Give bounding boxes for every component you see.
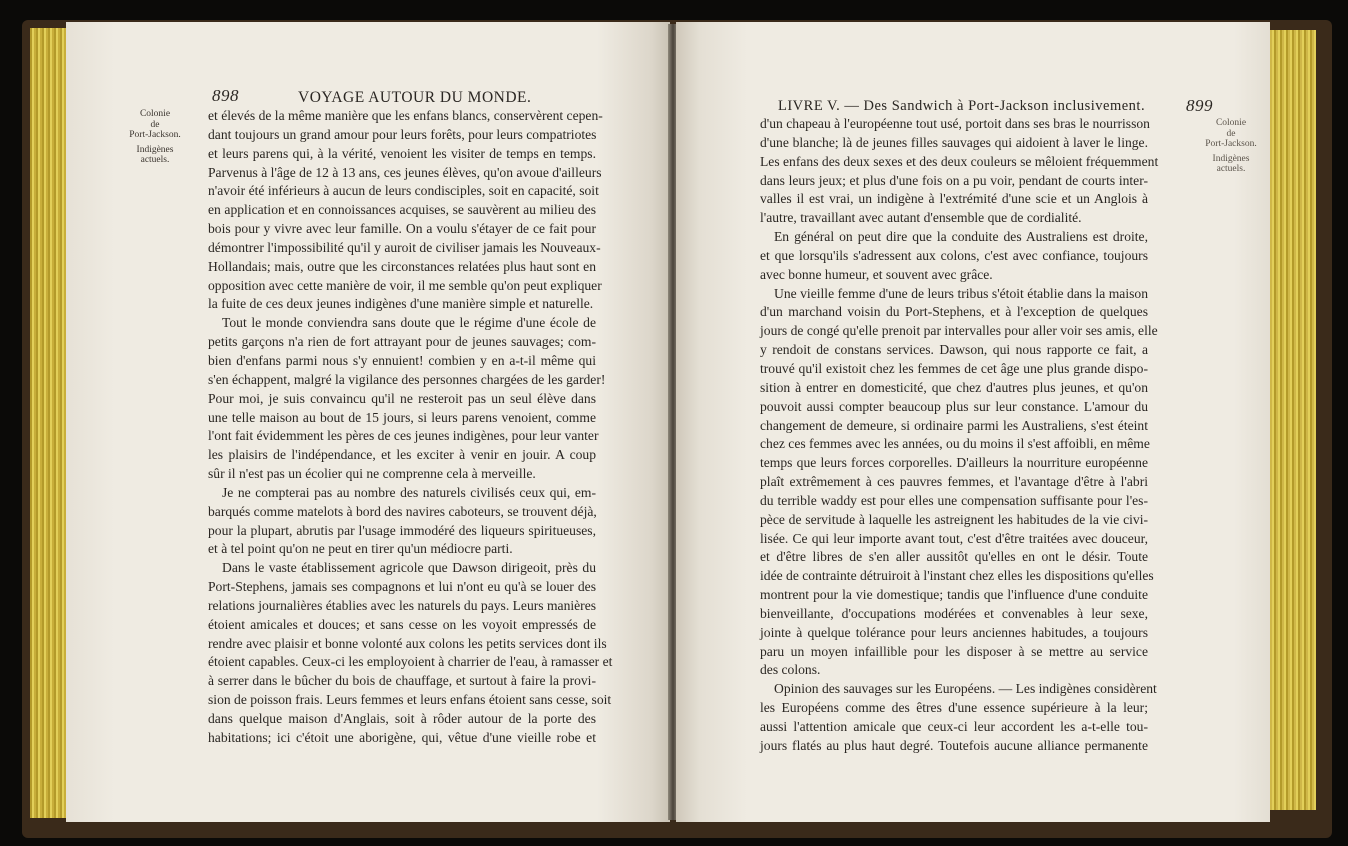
text-line: et élevés de la même manière que les enfans blancs, conservèrent cepen- — [208, 108, 603, 123]
text-line: une telle maison au bout de 15 jours, si leurs parens venoient, comme — [208, 409, 596, 425]
text-line: avec bonne humeur, et souvent avec grâce. — [760, 266, 993, 282]
text-line: dans quelque maison d'Anglais, soit à rôder autour de la porte des — [208, 711, 596, 726]
text-line: et que lorsqu'ils s'adressent aux colons, c'est avec confiance, toujours — [760, 247, 1148, 263]
text-line: Les enfans des deux sexes et des deux couleurs se mêloient fréquemment — [760, 153, 1159, 169]
running-head-left: VOYAGE AUTOUR DU MONDE. — [298, 89, 532, 106]
text-line: d'un marchand voisin du Port-Stephens, et à l'exception de quelques — [760, 304, 1148, 320]
text-line: trouvé qu'il existoit chez les femmes de cet âge une plus grande dispo- — [760, 360, 1148, 376]
text-line: Hollandais; mais, outre que les circonstances relatées plus haut sont en — [208, 258, 596, 274]
margin-note-line: Colonie — [1215, 118, 1247, 128]
text-line: valles il est vrai, un indigène à l'extrémité d'une scie et un Anglois à — [760, 191, 1148, 207]
text-line: étoient capables. Ceux-ci les employoient à charrier de l'eau, à ramasser et — [208, 654, 613, 670]
text-line: plaît extrêmement à ces pauvres femmes, et l'avantage d'être à l'abri — [760, 474, 1148, 490]
running-head-right: LIVRE V. — Des Sandwich à Port-Jackson inclusivement. — [778, 98, 1146, 114]
text-line: habitations; ici c'étoit une aborigène, qui, vêtue d'une vieille robe et — [208, 729, 596, 745]
margin-note-line: Indigènes — [1212, 153, 1250, 164]
text-line: Pour moi, je suis convaincu qu'il ne resteroit pas un seul élève dans — [208, 390, 596, 406]
margin-note-line: de — [1226, 128, 1236, 139]
margin-note-line: Colonie — [139, 109, 171, 119]
margin-note-right — [1200, 118, 1262, 175]
text-line: n'avoir été inférieurs à aucun de leurs condisciples, soit en capacité, soit — [208, 183, 599, 199]
text-line: des colons. — [760, 662, 821, 678]
text-line: sûr il n'est pas un écolier qui ne comprenne cela à merveille. — [208, 466, 536, 482]
text-line: pouvoit aussi compter beaucoup plus sur leur constance. L'amour du — [760, 398, 1148, 414]
text-line: du terrible waddy est pour elles une compensation suffisante pour l'es- — [760, 492, 1148, 508]
text-line: jours de congé qu'elle prenoit par intervalles pour aller voir ses amis, elle — [760, 323, 1158, 339]
margin-note-line: actuels. — [1216, 164, 1246, 174]
text-line: Tout le monde conviendra sans doute que le régime d'une école de — [222, 315, 596, 331]
text-line: lisée. Ce qui leur importe avant tout, c'est d'être traitées avec douceur, — [760, 530, 1148, 546]
text-line: En général on peut dire que la conduite des Australiens est droite, — [774, 229, 1148, 245]
margin-note-line: Port-Jackson. — [1205, 139, 1257, 149]
text-line: Port-Stephens, jamais ses compagnons et lui n'ont eu qu'à se louer des — [208, 579, 596, 595]
text-line: changement de demeure, si ordinaire parmi les Australiens, s'est éteint — [760, 417, 1148, 433]
text-line: d'un chapeau à l'européenne tout usé, portoit dans ses bras le nourrisson — [760, 116, 1150, 131]
text-line: en application et en connoissances acquises, se sauvèrent au milieu des — [208, 202, 596, 218]
text-line: paru un moyen infaillible pour les disposer à se mettre au service — [760, 643, 1148, 659]
text-line: bien d'enfans parmi nous s'y ennuient! combien y en a-t-il même qui — [208, 352, 596, 368]
text-line: relations journalières établies avec les naturels du pays. Leurs manières — [208, 597, 597, 613]
text-line: les Européens comme des êtres d'une essence supérieure à la leur; — [760, 700, 1148, 716]
text-line: temps que leurs forces corporelles. D'ailleurs la nourriture européenne — [760, 455, 1148, 471]
text-line: l'ont fait évidemment les pères de ces jeunes indigènes, pour leur vanter — [208, 428, 599, 444]
text-line: pour la plupart, abrutis par l'usage immodéré des liqueurs spiritueuses, — [208, 522, 596, 538]
text-line: dant toujours un grand amour pour leurs forêts, pour leurs compatriotes — [208, 126, 597, 142]
page-edges-right — [1266, 30, 1316, 810]
page-number-right: 899 — [1186, 96, 1213, 115]
text-line: et leurs parens qui, à la vérité, venoient les visiter de temps en temps. — [208, 145, 596, 161]
text-line: montrent pour la vie domestique; tandis que l'influence d'une conduite — [760, 587, 1148, 603]
margin-note-line: Port-Jackson. — [129, 130, 181, 140]
text-line: démontrer l'impossibilité qu'il y auroit de civiliser jamais les Nouveaux- — [208, 239, 601, 255]
text-line: sition à entrer en domesticité, que chez d'autres plus jeunes, et qu'on — [760, 379, 1148, 395]
left-body-text — [208, 107, 613, 748]
text-line: Opinion des sauvages sur les Européens. — Les indigènes considèrent — [774, 681, 1157, 697]
text-line: Une vieille femme d'une de leurs tribus s'étoit établie dans la maison — [774, 285, 1148, 301]
text-line: s'en échappent, malgré la vigilance des personnes chargées de les garder! — [208, 371, 606, 387]
text-line: y rendoit de constans services. Dawson, qui nous rapporte ce fait, a — [760, 342, 1148, 358]
text-line: dans leurs jeux; et plus d'une fois on a pu voir, pendant de courts inter- — [760, 172, 1148, 188]
text-line: jointe à quelque tolérance pour leurs anciennes habitudes, a toujours — [760, 624, 1148, 640]
margin-note-line: actuels. — [140, 155, 170, 165]
text-line: l'autre, travaillant avec autant d'ensemble que de cordialité. — [760, 210, 1082, 226]
page-number-left: 898 — [212, 86, 239, 105]
text-line: Je ne compterai pas au nombre des naturels civilisés ceux qui, em- — [222, 484, 596, 500]
text-line: et d'être libres de s'en aller aussitôt qu'elles en ont le désir. Toute — [760, 549, 1148, 565]
text-line: aussi l'attention amicale que ceux-ci leur accordent les a-t-elle tou- — [760, 719, 1148, 734]
text-line: rendre avec plaisir et bonne volonté aux colons les petits services dont ils — [208, 635, 607, 651]
text-line: sion de poisson frais. Leurs femmes et leurs enfans étoient sans cesse, soit — [208, 692, 612, 708]
text-line: bois pour y vivre avec leur famille. On a voulu s'étayer de ce fait pour — [208, 221, 596, 237]
margin-note-left — [124, 109, 186, 166]
left-page — [66, 22, 670, 822]
text-line: les plaisirs de l'indépendance, et les exciter à venir en jouir. A coup — [208, 447, 596, 463]
text-line: pèce de servitude à laquelle les astreignent les habitudes de la vie civi- — [760, 511, 1148, 527]
right-page — [676, 22, 1270, 822]
text-line: Dans le vaste établissement agricole que Dawson dirigeoit, près du — [222, 560, 596, 576]
text-line: opposition avec cette manière de voir, il me semble qu'on peut expliquer — [208, 277, 602, 293]
text-line: et à tel point qu'on ne peut en tirer qu'un médiocre parti. — [208, 541, 513, 557]
text-line: à serrer dans le bûcher du bois de chauffage, et surtout à faire la provi- — [208, 673, 596, 689]
text-line: étoient amicales et douces; et sans cesse on les voyoit empressés de — [208, 616, 596, 632]
margin-note-line: de — [150, 119, 160, 130]
right-body-text — [760, 115, 1159, 756]
text-line: bienveillante, d'occupations modérées et convenables à leur sexe, — [760, 605, 1148, 621]
text-line: idée de contrainte détruiroit à l'instant chez elles les dispositions qu'elles — [760, 568, 1154, 584]
text-line: chez ces femmes avec les années, ou du moins il s'est affoibli, en même — [760, 436, 1150, 452]
text-line: jours flatés au plus haut degré. Toutefois aucune alliance permanente — [760, 737, 1148, 753]
text-line: d'une blanche; là de jeunes filles sauvages qui aidoient à laver le linge. — [760, 134, 1148, 150]
text-line: petits garçons n'a rien de fort attrayant pour de jeunes sauvages; com- — [208, 334, 596, 350]
text-line: Parvenus à l'âge de 12 à 13 ans, ces jeunes élèves, qu'on avoue d'ailleurs — [208, 164, 602, 180]
text-line: la fuite de ces deux jeunes indigènes d'une manière simple et naturelle. — [208, 296, 594, 312]
text-line: barqués comme matelots à bord des navires caboteurs, se trouvent déjà, — [208, 503, 597, 519]
margin-note-line: Indigènes — [136, 144, 174, 155]
